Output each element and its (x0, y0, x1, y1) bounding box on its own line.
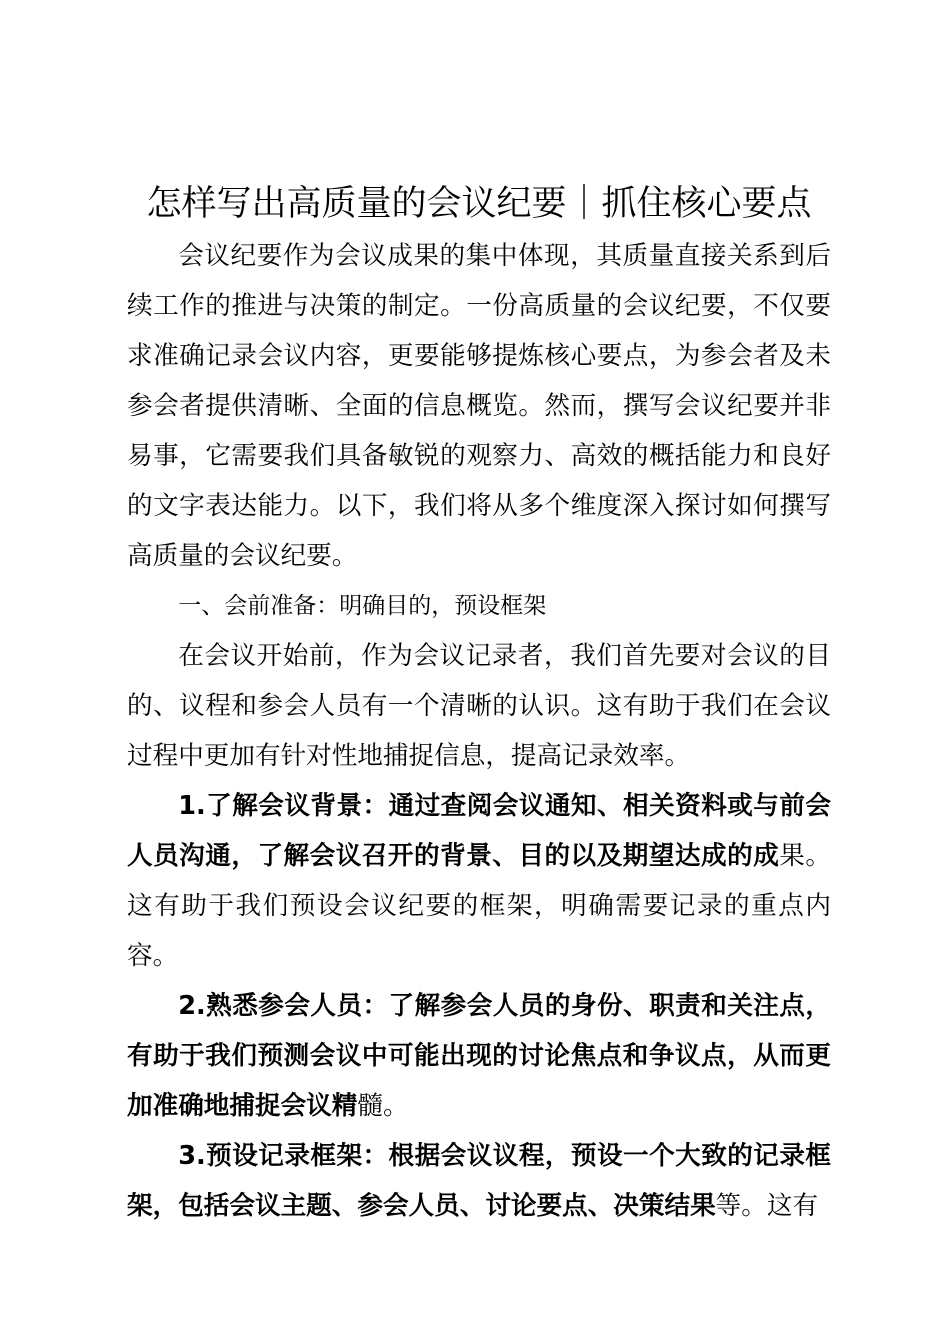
list-item (127, 1131, 831, 1231)
list-item-bold-text: 3.预设记录框架：根据会议议程，预设一个大致的记录框架，包括会议主题、参会人员、讨论要点、决策结果 (127, 1141, 831, 1221)
section-heading: 一、会前准备：明确目的，预设框架 (178, 593, 547, 619)
list-item-text: 髓。 (357, 1091, 409, 1121)
section-intro-paragraph: 在会议开始前，作为会议记录者，我们首先要对会议的目的、议程和参会人员有一个清晰的认识。这有助于我们在会议过程中更加有针对性地捕捉信息，提高记录效率。 (127, 641, 831, 771)
list-item-bold-text: 1.了解会议背景：通过查阅会议通知、相关资料或与前会人员沟通，了解会议召开的背景、目的以及期望达成的成 (127, 791, 831, 871)
document-title: 怎样写出高质量的会议纪要｜抓住核心要点 (146, 184, 812, 224)
list-item (127, 781, 831, 981)
list-item-text: 等。这有 (715, 1191, 819, 1221)
intro-paragraph: 会议纪要作为会议成果的集中体现，其质量直接关系到后续工作的推进与决策的制定。一份高质量的会议纪要，不仅要求准确记录会议内容，更要能够提炼核心要点，为参会者及未参会者提供清晰、全面的信息概览。然而，撰写会议纪要并非易事，它需要我们具备敏锐的观察力、高效的概括能力和良好的文字表达能力。以下，我们将从多个维度深入探讨如何撰写高质量的会议纪要。 (127, 241, 831, 571)
list-item (127, 981, 831, 1131)
document-body (127, 231, 831, 1231)
list-item-bold-text: 2.熟悉参会人员：了解参会人员的身份、职责和关注点，有助于我们预测会议中可能出现的讨论焦点和争议点，从而更加准确地捕捉会议精 (127, 991, 831, 1121)
list-item-text: 果。这有助于我们预设会议纪要的框架，明确需要记录的重点内容。 (127, 841, 831, 971)
